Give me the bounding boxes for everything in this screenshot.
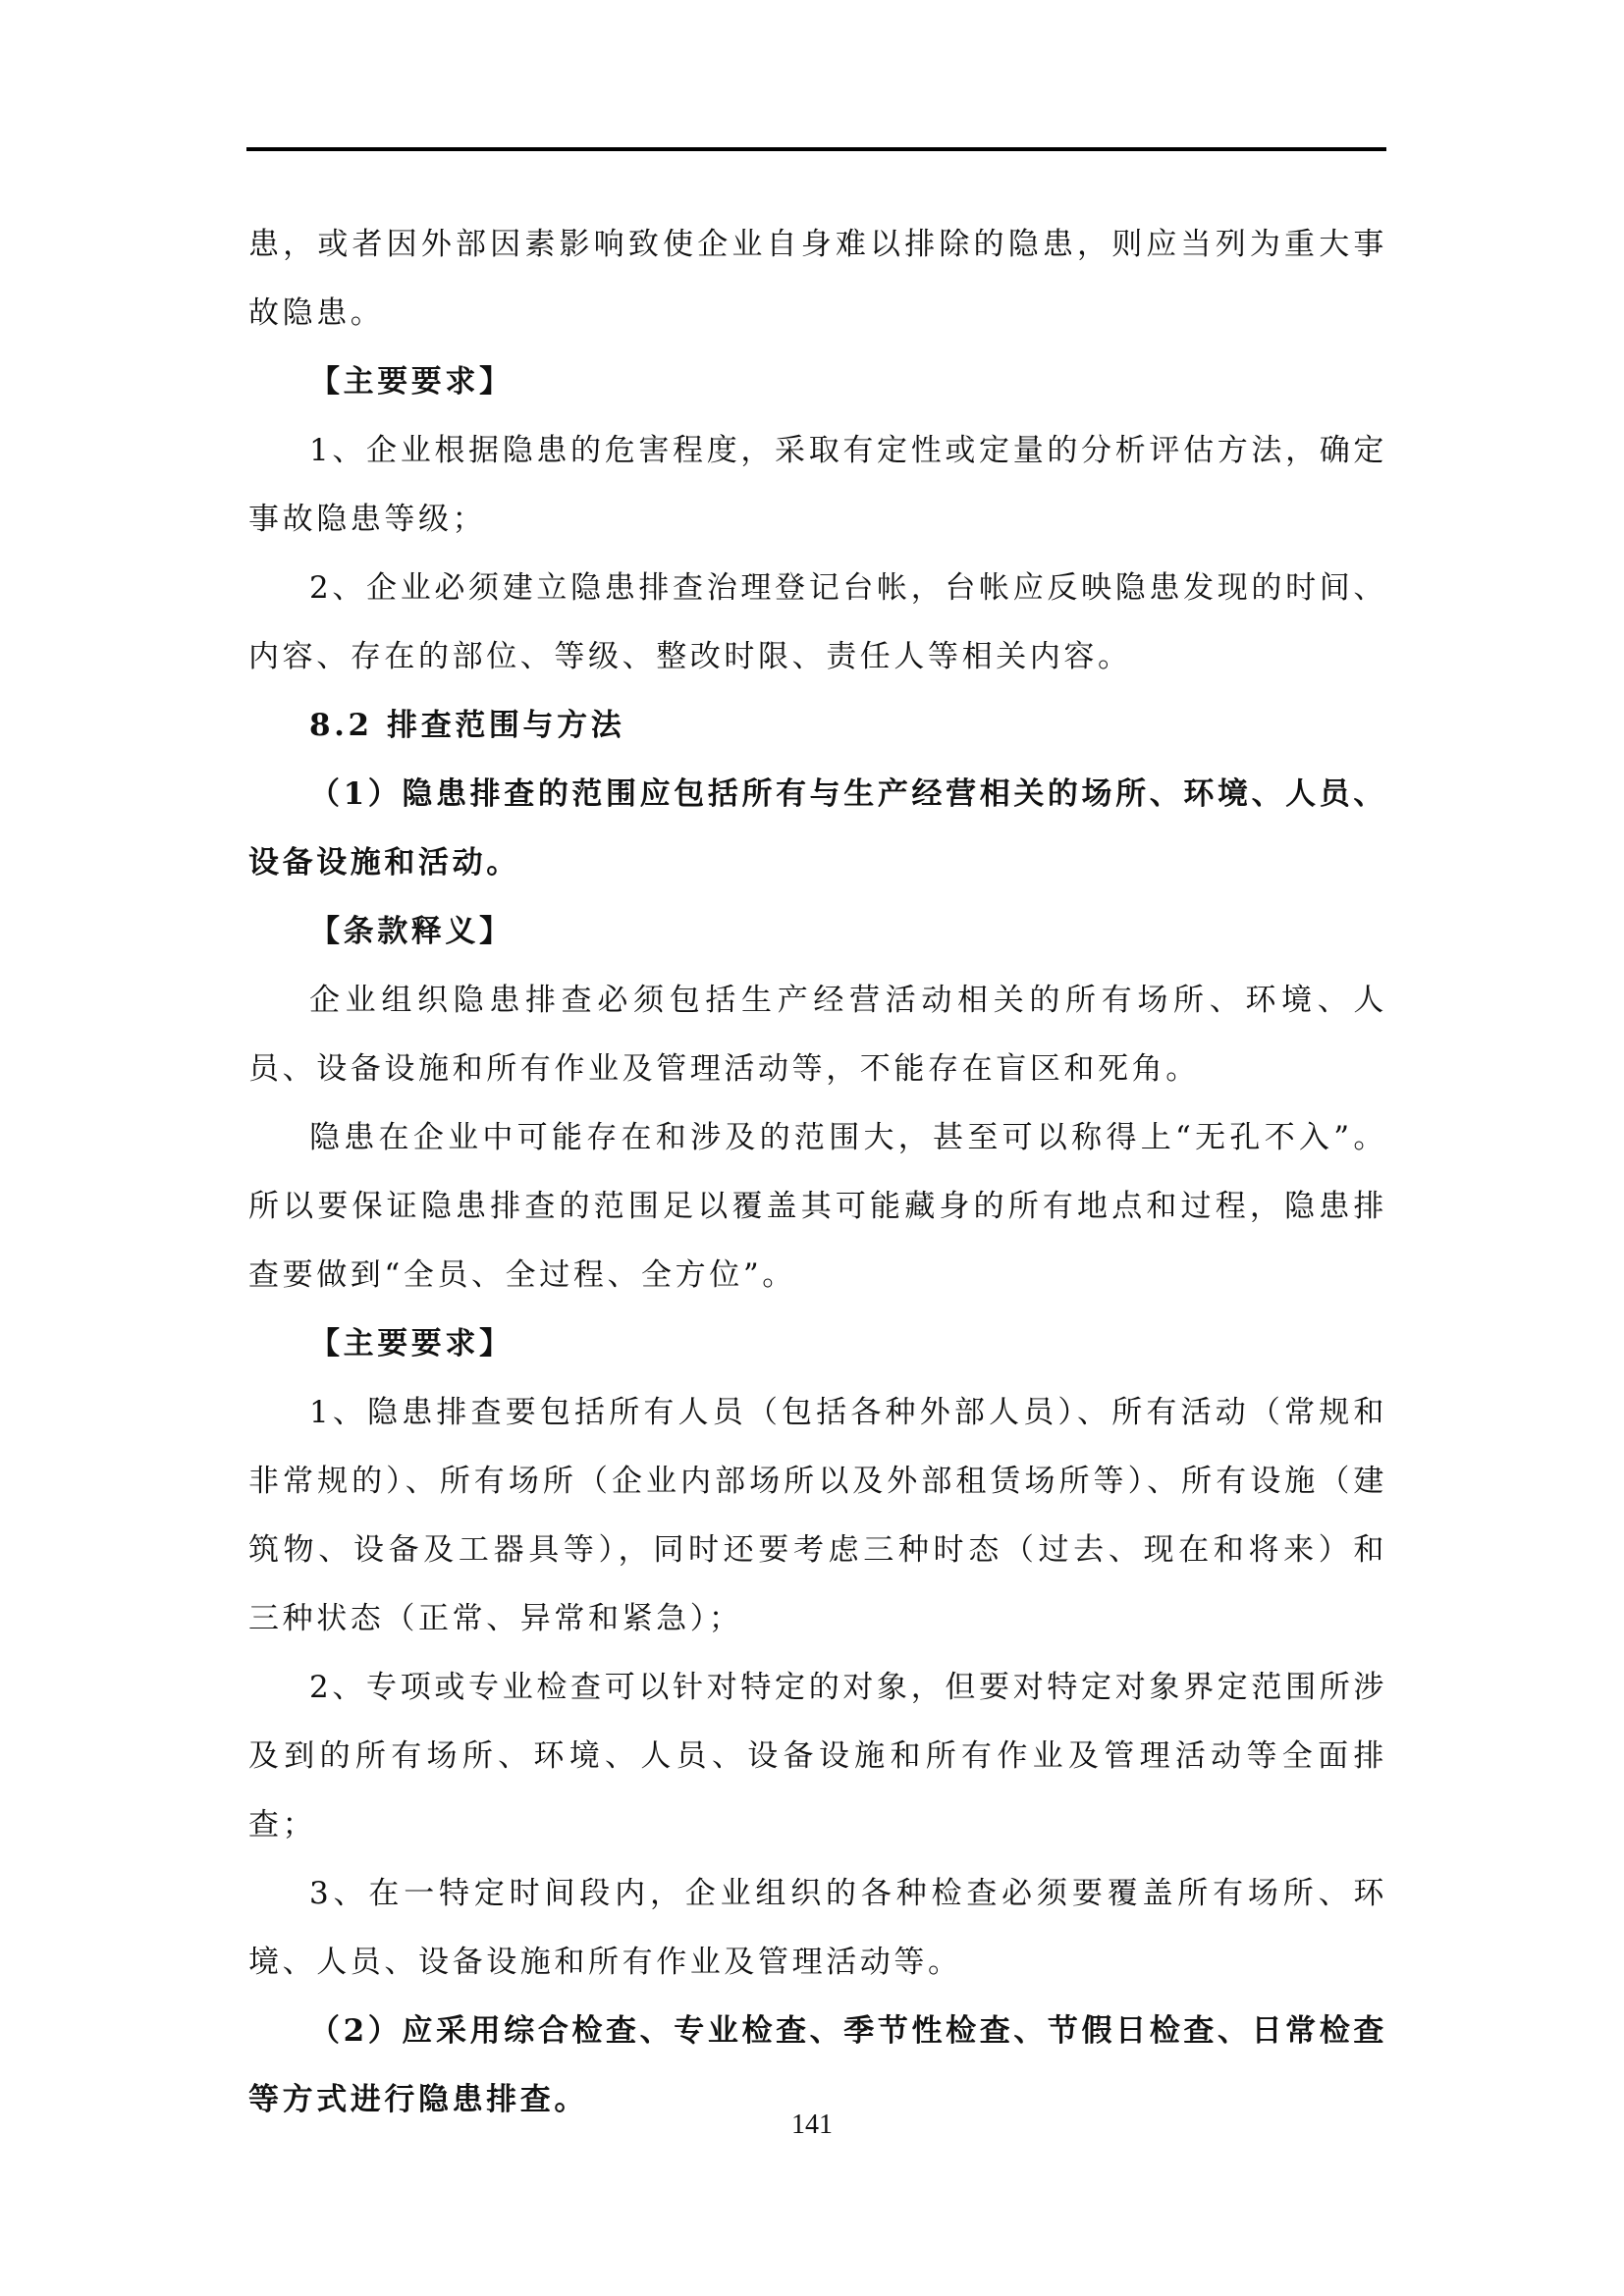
requirement-2-item-3: 3、在一特定时间段内，企业组织的各种检查必须要覆盖所有场所、环境、人员、设备设施和所有作业及管理活动等。 [248, 1876, 1387, 1980]
requirement-2-item-2: 2、专项或专业检查可以针对特定的对象，但要对特定对象界定范围所涉及到的所有场所、环境、人员、设备设施和所有作业及管理活动等全面排查； [248, 1670, 1387, 1842]
clause-2: （2）应采用综合检查、专业检查、季节性检查、节假日检查、日常检查等方式进行隐患排查。 [248, 2013, 1387, 2117]
heading-main-requirements-2: 【主要要求】 [309, 1326, 514, 1362]
explanation-paragraph-2: 隐患在企业中可能存在和涉及的范围大，甚至可以称得上“无孔不入”。所以要保证隐患排查的范围足以覆盖其可能藏身的所有地点和过程，隐患排查要做到“全员、全过程、全方位”。 [248, 1120, 1387, 1293]
heading-clause-explanation: 【条款释义】 [309, 914, 514, 949]
clause-1: （1）隐患排查的范围应包括所有与生产经营相关的场所、环境、人员、设备设施和活动。 [248, 776, 1387, 881]
requirement-2-item-1: 1、隐患排查要包括所有人员（包括各种外部人员）、所有活动（常规和非常规的）、所有场所（企业内部场所以及外部租赁场所等）、所有设施（建筑物、设备及工器具等），同时还要考虑三种时态（过去、现在和将来）和三种状态（正常、异常和紧急）； [248, 1395, 1387, 1636]
requirement-item-1: 1、企业根据隐患的危害程度，采取有定性或定量的分析评估方法，确定事故隐患等级； [248, 433, 1387, 537]
header-rule [246, 147, 1386, 151]
requirement-item-2: 2、企业必须建立隐患排查治理登记台帐，台帐应反映隐患发现的时间、内容、存在的部位、等级、整改时限、责任人等相关内容。 [248, 570, 1387, 674]
heading-main-requirements: 【主要要求】 [309, 364, 514, 400]
page-number: 141 [791, 2109, 833, 2140]
document-body [248, 210, 1387, 2134]
explanation-paragraph-1: 企业组织隐患排查必须包括生产经营活动相关的所有场所、环境、人员、设备设施和所有作业及管理活动等，不能存在盲区和死角。 [248, 983, 1387, 1087]
paragraph-continuation: 患，或者因外部因素影响致使企业自身难以排除的隐患，则应当列为重大事故隐患。 [248, 227, 1387, 331]
section-heading: 8.2 排查范围与方法 [309, 708, 625, 743]
